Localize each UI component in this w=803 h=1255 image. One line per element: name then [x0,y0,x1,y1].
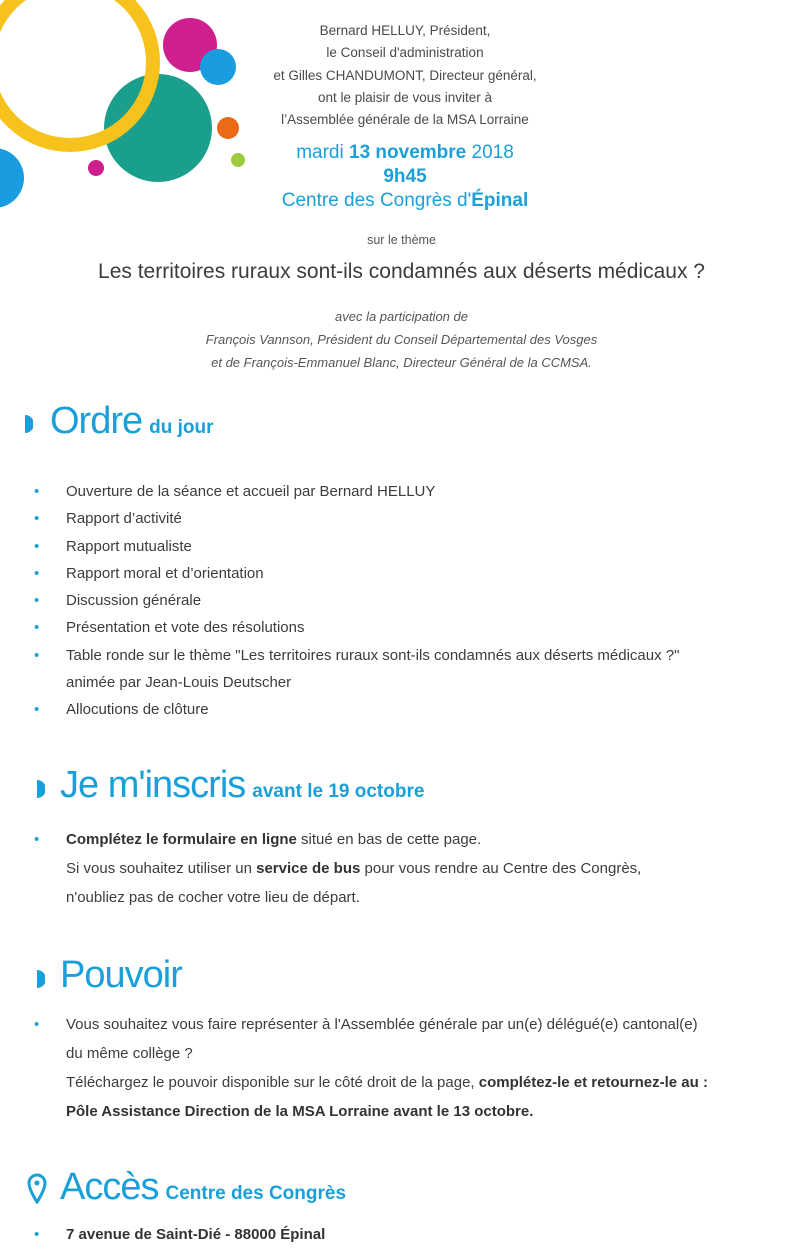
section-title-big: Pouvoir [60,954,182,996]
magenta-dot [88,160,104,176]
intro-line: l’Assemblée générale de la MSA Lorraine [281,112,529,128]
list-item [34,1220,774,1249]
list-item: • Complétez le formulaire en ligne situé en bas de cette page. Si vous souhaitez utiliser un service de bus pour vous rendre au Centre des Congrès, n'oubliez pas de cocher votre lieu de départ. [34,825,784,912]
location-pin-icon [26,1172,48,1204]
intro-line: et Gilles CHANDUMONT, Directeur général, [273,67,537,83]
list-item: • Rapport mutualiste [34,533,774,560]
list-item: • Présentation et vote des résolutions [34,614,774,641]
intro-line: Bernard HELLUY, Président, [319,23,491,38]
pouvoir-text [34,1010,794,1126]
list-item: • Rapport d’activité [34,505,774,532]
section-title-small: du jour [149,417,214,438]
inscription-text [34,825,784,912]
half-circle-icon [35,778,45,800]
section-title-inscription [60,764,424,807]
list-item: • Allocutions de clôture [34,696,774,723]
blue-big-circle [0,148,24,208]
yellow-ring [0,0,153,145]
participation-line: François Vannson, Président du Conseil Départemental des Vosges [205,332,598,347]
theme-intro: sur le thème [367,233,436,247]
event-details [150,141,660,213]
event-date: mardi 13 novembre 2018 [296,142,514,163]
section-title-small: Centre des Congrès [165,1183,347,1204]
list-item: • Ouverture de la séance et accueil par Bernard HELLUY [34,478,774,505]
theme-title: Les territoires ruraux sont-ils condamnés aux déserts médicaux ? [98,260,705,283]
intro-line: le Conseil d'administration [326,45,484,61]
form-link-text: Complétez le formulaire en ligne [66,831,297,848]
participation [0,305,803,374]
participation-line: et de François-Emmanuel Blanc, Directeur Général de la CCMSA. [211,355,592,370]
acces-text [34,1220,774,1249]
section-title-big: Accès [60,1166,159,1208]
invitation-intro [150,20,660,131]
address: 7 avenue de Saint-Dié - 88000 Épinal [66,1226,326,1243]
agenda-list [34,478,774,724]
intro-line: ont le plaisir de vous inviter à [317,89,493,105]
event-time: 9h45 [383,166,427,187]
section-title-small: avant le 19 octobre [252,781,425,802]
section-title-big: Ordre [50,400,143,442]
half-circle-icon [35,968,45,990]
section-title-acces [60,1166,346,1209]
list-item: • Vous souhaitez vous faire représenter à l'Assemblée générale par un(e) délégué(e) cantonal(e) du même collège ? Téléchargez le pouvoir disponible sur le côté droit de la page, complétez-le et retournez-le au : Pôle Assistance Direction de la MSA Lorraine avant le 13 octobre. [34,1010,794,1126]
list-item: • Rapport moral et d’orientation [34,560,774,587]
event-place: Centre des Congrès d'Épinal [281,190,529,211]
section-title-big: Je m'inscris [60,764,246,806]
section-title-pouvoir [60,954,182,997]
section-title-ordre [50,400,214,443]
half-circle-icon [23,413,33,435]
list-item: • Discussion générale [34,587,774,614]
list-item: • Table ronde sur le thème "Les territoires ruraux sont-ils condamnés aux déserts médicaux ?" animée par Jean-Louis Deutscher [34,642,774,697]
participation-line: avec la participation de [335,309,468,324]
